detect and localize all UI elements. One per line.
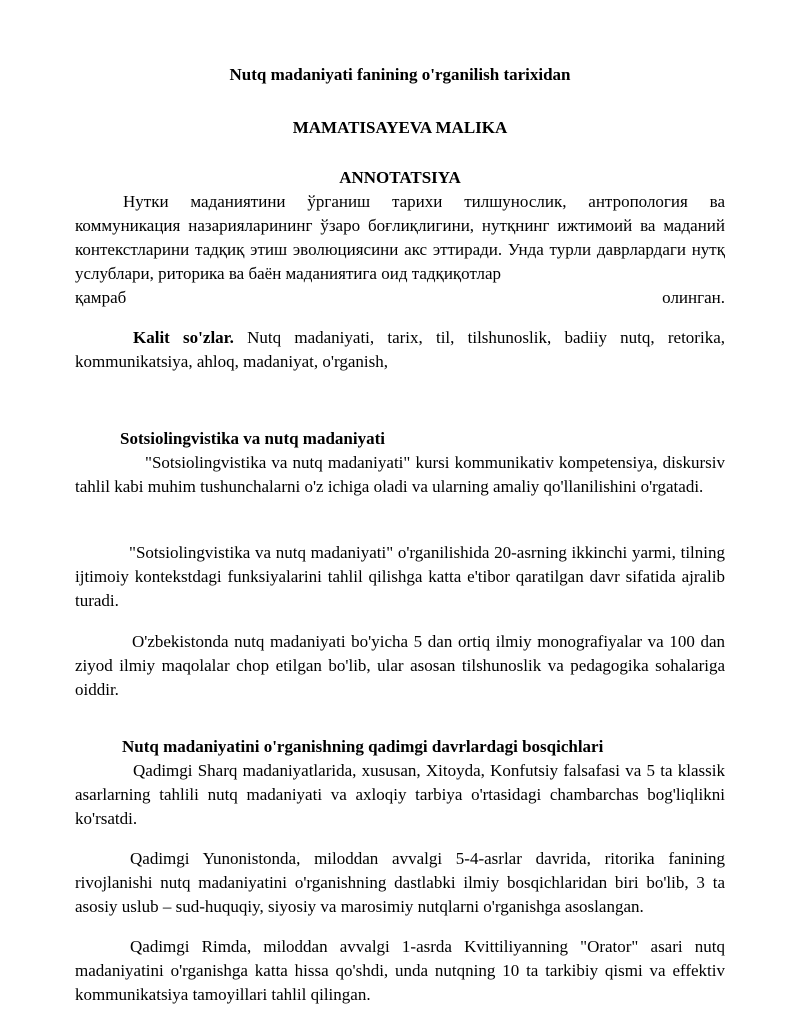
paragraph-text: Qadimgi Yunonistonda, miloddan avvalgi 5-4-asrlar davrida, ritorika fanining rivojlanishi nutq madaniyatini o'rganishning dastlabki ilmiy bosqichlaridan biri bo'lib, 3 ta asosiy uslub – sud-huquqiy, siyosiy va marosimiy nutqlarni o'rganishga asoslangan. xyxy=(75,849,725,916)
paragraph-text: "Sotsiolingvistika va nutq madaniyati" o'rganilishida 20-asrning ikkinchi yarmi, tilning ijtimoiy kontekstdagi funksiyalarini tahlil qilishga katta e'tibor qaratilgan davr sifatida ajralib turadi. xyxy=(75,543,725,610)
section2-paragraph-3 xyxy=(75,935,725,1007)
abstract-text: Нутки маданиятини ўрганиш тарихи тилшунослик, антропология ва коммуникация назарияларининг ўзаро боғлиқлигини, нутқнинг ижтимоий ва маданий контекстларини тадқиқ этиш эволюциясини акс эттиради. Унда турли даврлардаги нутқ услублари, риторика ва баён маданиятига оид тадқиқотлар xyxy=(75,192,725,283)
author-name: MAMATISAYEVA MALIKA xyxy=(292,118,508,137)
section2-paragraph-2 xyxy=(75,847,725,919)
keywords-text: Nutq madaniyati, tarix, til, tilshunoslik, badiiy nutq, retorika, kommunikatsiya, ahloq, madaniyat, o'rganish, xyxy=(75,328,725,371)
keywords-paragraph xyxy=(75,326,725,374)
section-heading-sociolinguistics: Sotsiolingvistika va nutq madaniyati xyxy=(120,429,385,448)
paragraph-text: Qadimgi Rimda, miloddan avvalgi 1-asrda Kvittiliyanning "Orator" asari nutq madaniyatini o'rganishga katta hissa qo'shdi, unda nutqning 10 ta tarkibiy qismi va effektiv kommunikatsiya tamoyillari tahlil qilingan. xyxy=(75,937,725,1004)
abstract-last-line xyxy=(75,286,725,310)
keywords-label: Kalit so'zlar. xyxy=(133,328,234,347)
paragraph-text: "Sotsiolingvistika va nutq madaniyati" kursi kommunikativ kompetensiya, diskursiv tahlil kabi muhim tushunchalarni o'z ichiga oladi va ularning amaliy qo'llanilishini o'rgatadi. xyxy=(75,453,725,496)
section1-paragraph-2 xyxy=(75,541,725,613)
section2-paragraph-1 xyxy=(75,759,725,831)
abstract-heading: ANNOTATSIYA xyxy=(339,168,461,187)
document-title: Nutq madaniyati fanining o'rganilish tarixidan xyxy=(229,65,571,84)
abstract-last-left: қамраб xyxy=(75,288,127,307)
section1-paragraph-3 xyxy=(75,630,725,702)
section-heading-ancient-periods: Nutq madaniyatini o'rganishning qadimgi davrlardagi bosqichlari xyxy=(122,737,604,756)
paragraph-text: O'zbekistonda nutq madaniyati bo'yicha 5 dan ortiq ilmiy monografiyalar va 100 dan ziyod ilmiy maqolalar chop etilgan bo'lib, ular asosan tilshunoslik va pedagogika sohalariga oiddir. xyxy=(75,632,725,699)
paragraph-text: Qadimgi Sharq madaniyatlarida, xususan, Xitoyda, Konfutsiy falsafasi va 5 ta klassik asarlarning tahlili nutq madaniyati va axloqiy tarbiya o'rtasidagi chambarchas bog'liqlikni ko'rsatdi. xyxy=(75,761,725,828)
section1-paragraph-1 xyxy=(75,451,725,499)
abstract-paragraph xyxy=(75,190,725,310)
abstract-last-right: олинган. xyxy=(662,288,725,307)
